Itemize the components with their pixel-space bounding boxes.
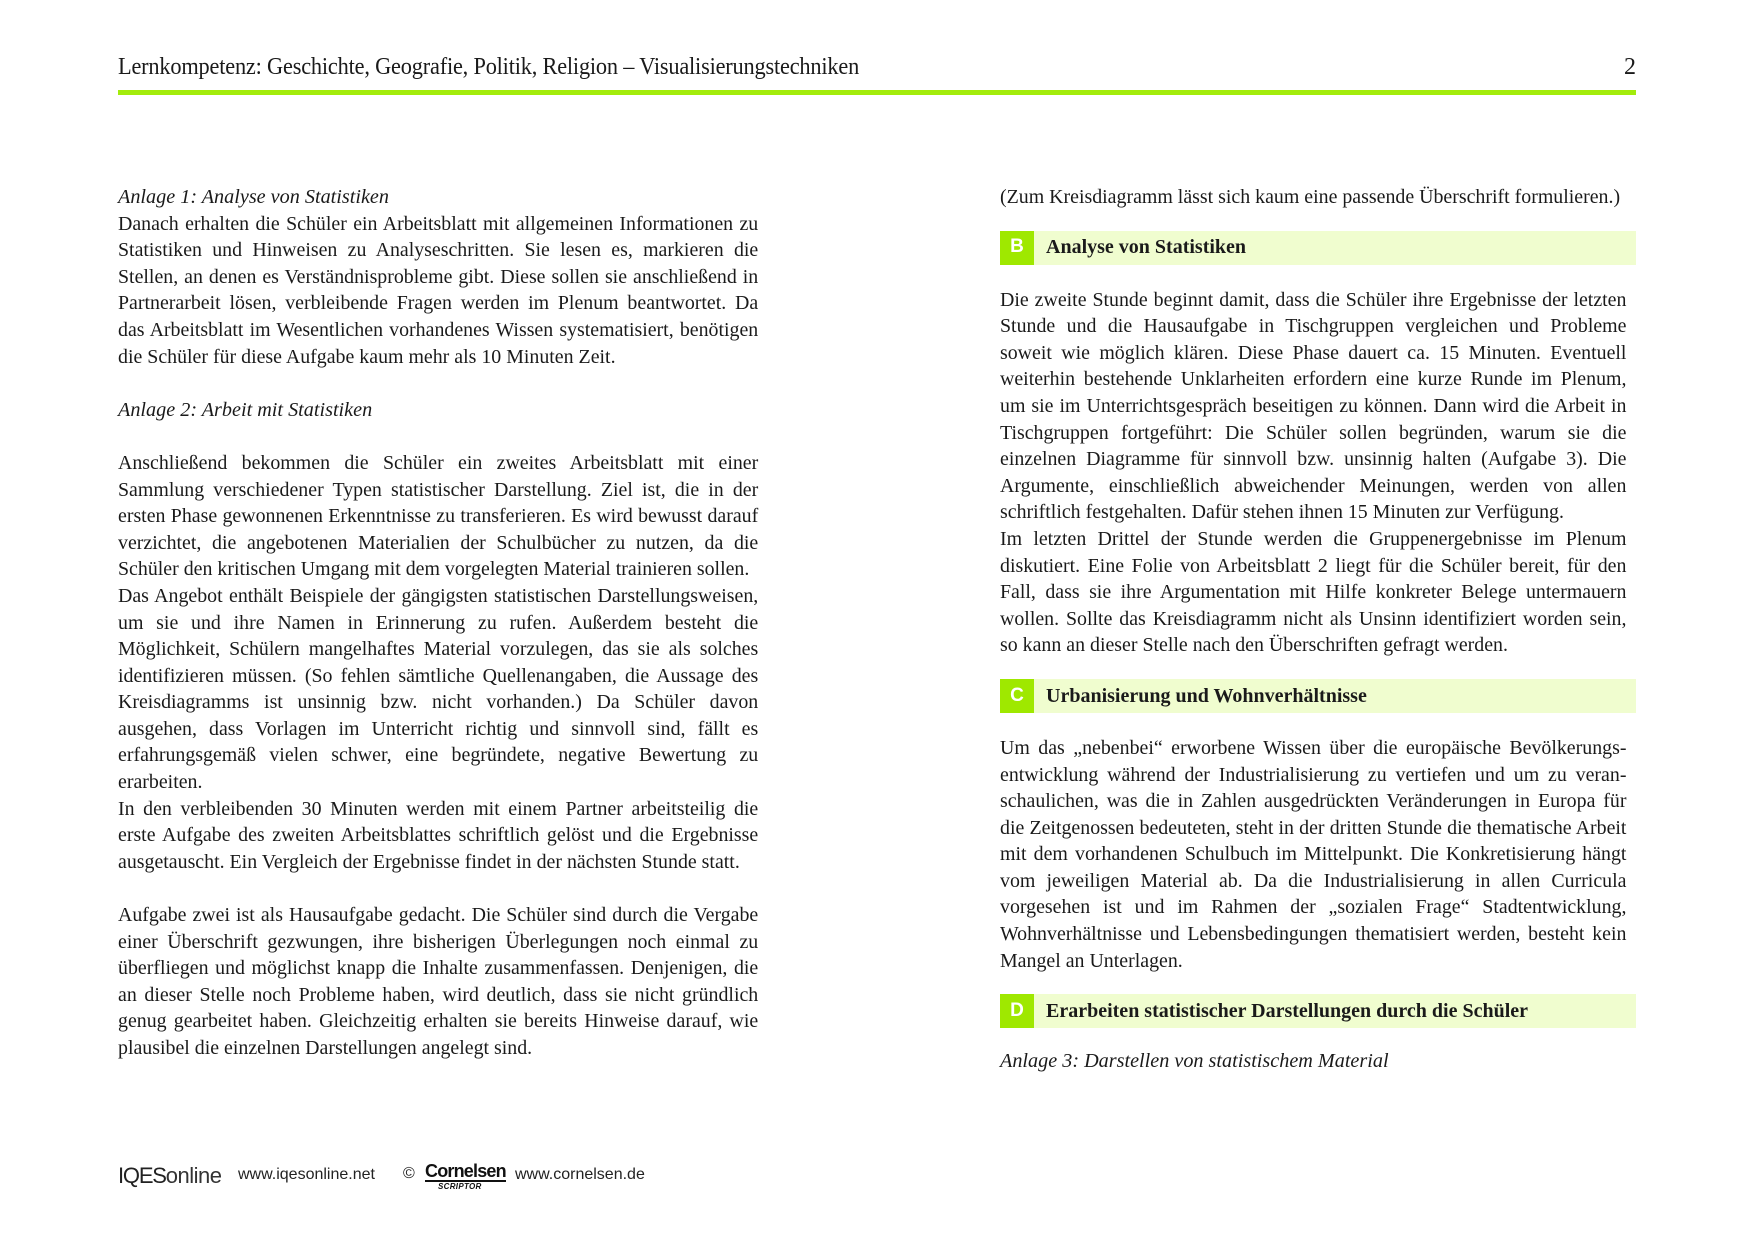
cornelsen-logo: Cornelsen: [425, 1161, 506, 1181]
iqes-url-link[interactable]: www.iqesonline.net: [238, 1166, 375, 1183]
section-b-title: Analyse von Statistiken: [1046, 236, 1247, 259]
anlage-2-paragraph-2: Das Angebot enthält Beispiele der gängigsten statistischen Darstellungsweisen, um sie und ihre Namen in Erinnerung zu rufen. Außerdem besteht die Möglichkeit, Schülern mangelhaftes Material vorzulegen, das sie als solches identifizieren müssen. (So fehlen sämtliche Quellenangaben, die Aussage des Kreisdiagramms ist unsinnig bzw. nicht vorhanden.) Da Schüler davon ausgehen, dass Vorlagen im Unterricht richtig und sinnvoll sind, fällt es erfahrungsgemäß vielen schwer, eine begründete, negative Bewertung zu erarbeiten.: [118, 584, 759, 794]
spacer: [118, 370, 768, 397]
left-column: [118, 184, 768, 1062]
spacer: [1000, 974, 1636, 994]
spacer: [1000, 265, 1636, 287]
section-c-paragraph: Um das „nebenbei“ erworbene Wissen über die europäische Bevölkerungsentwicklung während der Industrialisierung zu vertiefen und um zu veranschaulichen, was die in Zahlen ausgedrückten Veränderungen in Europa für die Zeitgenossen bedeuteten, steht in der dritten Stunde die thematische Arbeit mit dem vorhandenen Schulbuch im Mittelpunkt. Die Konkretisierung hängt vom jeweiligen Material ab. Da die Industrialisierung in allen Curricula vorgesehen ist und im Rahmen der „sozialen Frage“ Stadtentwicklung, Wohnverhältnisse und Lebensbedingungen thematisiert werden, besteht kein Mangel an Unterlagen.: [1000, 736, 1627, 972]
section-b-paragraph-2: Im letzten Drittel der Stunde werden die Gruppenergebnisse im Plenum diskutiert. Eine Folie von Arbeitsblatt 2 liegt für die Schüler bereit, für den Fall, dass sie ihre Argumentation mit Hilfe konkreter Belege untermauern wollen. Sollte das Kreisdiagramm nicht als Unsinn identifiziert worden sein, so kann an dieser Stelle nach den Überschriften gefragt werden.: [1000, 527, 1627, 657]
page-header: [118, 54, 1636, 94]
section-c-title: Urbanisierung und Wohnverhältnisse: [1046, 684, 1367, 707]
spacer: [1000, 1028, 1636, 1048]
spacer: [1000, 211, 1636, 231]
page-footer: [118, 1163, 818, 1193]
iqes-logo-bold: IQES: [118, 1163, 166, 1188]
document-title: Lernkompetenz: Geschichte, Geografie, Politik, Religion – Visualisierungstechniken: [118, 54, 860, 80]
anlage-1-title: Anlage 1: Analyse von Statistiken: [118, 186, 389, 208]
anlage-2-paragraph-3: In den verbleibenden 30 Minuten werden mit einem Partner arbeitsteilig die erste Aufgabe des zweiten Arbeitsblattes schriftlich gelöst und die Ergebnisse ausgetauscht. Ein Vergleich der Ergebnisse findet in der nächsten Stunde statt.: [118, 797, 759, 873]
spacer: [118, 423, 768, 450]
iqes-online-logo: [118, 1163, 222, 1189]
section-d-title: Erarbeiten statistischer Darstellungen durch die Schüler: [1046, 999, 1529, 1022]
page-number: 2: [1624, 54, 1636, 80]
cornelsen-scriptor-label: SCRIPTOR: [438, 1182, 482, 1191]
header-divider: [118, 90, 1636, 95]
anlage-3-title: Anlage 3: Darstellen von statistischem Material: [1000, 1050, 1389, 1073]
section-d-header: [1000, 994, 1636, 1028]
cornelsen-url-link[interactable]: www.cornelsen.de: [515, 1166, 645, 1183]
anlage-2-title: Anlage 2: Arbeit mit Statistiken: [118, 398, 373, 421]
intro-text: (Zum Kreisdiagramm lässt sich kaum eine passende Überschrift formulieren.): [1000, 186, 1621, 208]
anlage-1-text: Danach erhalten die Schüler ein Arbeitsblatt mit allgemeinen Informationen zu Statistiken und Hinweisen zu Analyseschritten. Sie lesen es, markieren die Stellen, an denen es Verständnisprobleme gibt. Diese sollen sie anschließend in Partnerarbeit lösen, verbleibende Fragen werden im Plenum beantwortet. Da das Arbeitsblatt im Wesentlichen vorhandenes Wissen systematisiert, benötigen die Schüler für diese Aufgabe kaum mehr als 10 Minuten Zeit.: [118, 212, 759, 368]
spacer: [1000, 659, 1636, 679]
section-b-header: [1000, 231, 1636, 265]
homework-paragraph: Aufgabe zwei ist als Hausaufgabe gedacht. Die Schüler sind durch die Vergabe einer Überschrift gezwungen, ihre bisherigen Überlegungen noch einmal zu überfliegen und möglichst knapp die Inhalte zusammenfassen. Denjenigen, die an dieser Stelle noch Probleme haben, wird deutlich, dass sie nicht gründlich genug gearbeitet haben. Gleichzeitig erhalten sie bereits Hinweise darauf, wie plausibel die einzelnen Darstellungen angelegt sind.: [118, 904, 759, 1059]
copyright-icon: ©: [403, 1165, 415, 1182]
spacer: [1000, 713, 1636, 735]
section-b-badge: B: [1000, 231, 1034, 265]
section-c-header: [1000, 679, 1636, 713]
section-d-badge: D: [1000, 994, 1034, 1028]
right-column: [1000, 184, 1636, 1075]
spacer: [118, 875, 768, 902]
iqes-logo-light: online: [165, 1163, 222, 1188]
section-b-paragraph-1: Die zweite Stunde beginnt damit, dass die Schüler ihre Ergebnisse der letzten Stunde und die Hausaufgabe in Tischgruppen vergleichen und Probleme soweit wie möglich klären. Diese Phase dauert ca. 15 Minuten. Eventuell weiterhin bestehende Unklarheiten erfordern eine kurze Runde im Plenum, um sie im Unterrichtsgespräch beseitigen zu können. Dann wird die Arbeit in Tischgruppen fortgeführt: Die Schüler sollen begründen, warum sie die einzelnen Diagramme für sinnvoll bzw. unsinnig halten (Aufgabe 3). Die Argumente, einschließlich abweichender Meinungen, werden von allen schriftlich festgehalten. Dafür stehen ihnen 15 Minuten zur Verfügung.: [1000, 288, 1627, 524]
anlage-2-paragraph-1: Anschließend bekommen die Schüler ein zweites Arbeitsblatt mit einer Sammlung verschiedener Typen statistischer Darstellung. Ziel ist, die in der ersten Phase gewonnenen Erkenntnisse zu transferieren. Es wird bewusst darauf verzichtet, die angebotenen Materialien der Schulbücher zu nutzen, da die Schüler den kritischen Umgang mit dem vorgelegten Material trainieren sollen.: [118, 451, 759, 581]
section-c-badge: C: [1000, 679, 1034, 713]
